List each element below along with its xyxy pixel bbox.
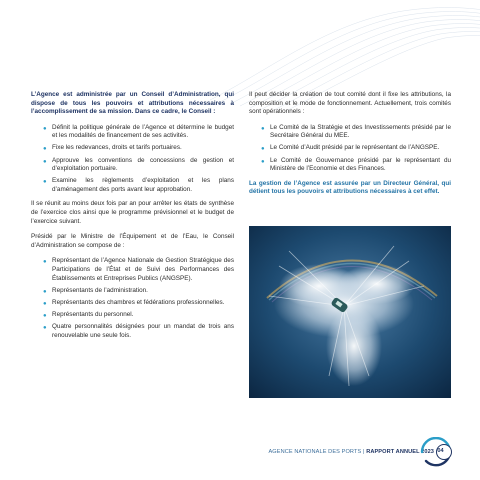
bullet-icon: ● xyxy=(261,146,265,153)
bullet-icon: ● xyxy=(43,158,47,165)
board-duties-list xyxy=(31,124,234,195)
footer-caption xyxy=(249,449,434,455)
board-intro: L’Agence est administrée par un Conseil d’Administration, qui dispose de tous les pouvoirs et attributions nécessaires à l’accomplissement de sa mission. Dans ce cadre, le Conseil : xyxy=(31,91,234,116)
page-number: 04 xyxy=(437,448,444,454)
list-item: ● Quatre personnalités désignées pour un mandat de trois ans renouvelable une seule fois. xyxy=(43,322,234,339)
list-item: ● Représentant de l’Agence Nationale de Gestion Stratégique des Participations de l’État et de Suivi des Performances des Établissements et Entreprises Publics (ANGSPE). xyxy=(43,257,234,282)
footer-report-title: RAPPORT ANNUEL 2023 xyxy=(366,449,434,455)
list-item: ● Représentants du personnel. xyxy=(43,310,134,319)
list-item: ● Le Comité de Gouvernance présidé par le représentant du Ministère de l’Economie et des Finances. xyxy=(261,156,451,173)
right-column xyxy=(249,91,451,197)
list-item: ● Représentants de l’administration. xyxy=(43,286,148,295)
left-column xyxy=(31,91,234,346)
management-paragraph: La gestion de l’Agence est assurée par un Directeur Général, qui détient tous les pouvoirs et attributions nécessaires à cet effet. xyxy=(249,179,451,196)
bullet-icon: ● xyxy=(261,158,265,165)
bullet-icon: ● xyxy=(43,288,47,295)
meeting-paragraph: Il se réunit au moins deux fois par an pour arrêter les états de synthèse de l’exercice clos ainsi que le programme prévisionnel et le budget de l’exercice suivant. xyxy=(31,200,234,225)
bullet-icon: ● xyxy=(43,312,47,319)
board-members-list xyxy=(31,257,234,340)
composition-intro: Présidé par le Ministre de l’Équipement et de l’Eau, le Conseil d’Administration se compose de : xyxy=(31,233,234,249)
committees-intro: Il peut décider la création de tout comité dont il fixe les attributions, la composition et le mode de fonctionnement. Actuellement, trois comités sont opérationnels : xyxy=(249,91,451,116)
bullet-icon: ● xyxy=(43,125,47,132)
list-item: ● Approuve les conventions de concessions de gestion et d’exploitation portuaire. xyxy=(43,156,234,173)
list-item: ● Le Comité d’Audit présidé par le représentant de l’ANGSPE. xyxy=(261,144,440,153)
bullet-icon: ● xyxy=(43,324,47,331)
footer-separator: | xyxy=(362,449,365,455)
list-item: ● Définit la politique générale de l’Agence et détermine le budget et les modalités de financement de ses activités. xyxy=(43,123,234,140)
bullet-icon: ● xyxy=(43,179,47,186)
photo-illustration xyxy=(249,226,451,398)
list-item: ● Représentants des chambres et fédérations professionnelles. xyxy=(43,298,225,307)
list-item: ● Fixe les redevances, droits et tarifs portuaires. xyxy=(43,144,182,153)
committees-list xyxy=(249,124,451,174)
bullet-icon: ● xyxy=(43,300,47,307)
bullet-icon: ● xyxy=(43,146,47,153)
footer-agency-name: AGENCE NATIONALE DES PORTS xyxy=(268,449,362,455)
bullet-icon: ● xyxy=(43,259,47,266)
list-item: ● Le Comité de la Stratégie et des Investissements présidé par le Secrétaire Général du MEE. xyxy=(261,123,451,140)
list-item: ● Examine les règlements d’exploitation et les plans d’aménagement des ports avant leur approbation. xyxy=(43,177,234,193)
tugboat-water-spray-photo xyxy=(249,226,451,398)
bullet-icon: ● xyxy=(261,125,265,132)
